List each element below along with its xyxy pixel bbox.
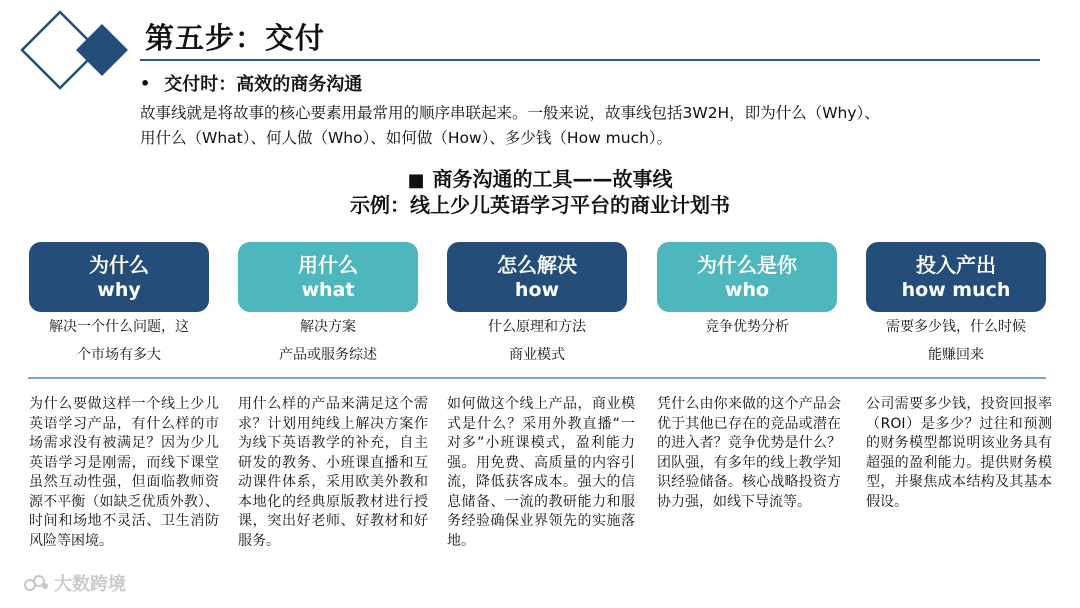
watermark-text: 大数跨境 (54, 574, 126, 595)
card-title-cn: 为什么是你 (697, 253, 797, 277)
card-desc-who (657, 313, 837, 341)
detail-how-much: 公司需要多少钱，投资回报率（ROI）是多少？过往和预测的财务模型都说明该业务具有超强的盈利能力。提供财务模型，并聚焦成本结构及其基本假设。 (866, 396, 1052, 510)
diamond-logo-icon (18, 8, 138, 92)
card-desc-line: 个市场有多大 (77, 347, 161, 363)
card-title-en: how much (901, 279, 1011, 301)
card-what (238, 242, 418, 312)
card-title-en: who (724, 279, 770, 301)
card-why (29, 242, 209, 312)
title-underline (140, 59, 1040, 61)
card-desc-line: 解决一个什么问题，这 (49, 319, 189, 335)
card-title-cn: 投入产出 (916, 253, 996, 277)
detail-what: 用什么样的产品来满足这个需求？计划用纯线上解决方案作为线下英语教学的补充，自主研发的教务、小班课直播和互动课件体系，采用欧美外教和本地化的经典原版教材进行授课，突出好老师、好教材和好服务。 (238, 396, 428, 549)
card-desc-how-much (866, 313, 1046, 369)
intro-line-2: 用什么（What）、何人做（Who）、如何做（How）、多少钱（How much）。 (140, 129, 673, 147)
card-title-en: why (97, 279, 141, 301)
watermark-logo-icon (24, 573, 50, 593)
subtitle: 交付时：高效的商务沟通 (164, 74, 363, 95)
example-heading: 示例：线上少儿英语学习平台的商业计划书 (350, 193, 730, 217)
card-desc-line: 什么原理和方法 (488, 319, 586, 335)
tool-heading (0, 166, 1080, 194)
detail-who: 凭什么由你来做的这个产品会优于其他已存在的竞品或潜在的进入者？竞争优势是什么？团队强，有多年的线上教学知识经验储备。核心战略投资方协力强，如线下导流等。 (657, 396, 841, 510)
card-how (447, 242, 627, 312)
square-bullet-icon: ■ (407, 170, 425, 191)
card-desc-what (238, 313, 418, 369)
subtitle-row (140, 70, 362, 96)
card-desc-line: 商业模式 (509, 347, 565, 363)
bullet-icon: • (140, 73, 151, 93)
intro-line-1: 故事线就是将故事的核心要素用最常用的顺序串联起来。一般来说，故事线包括3W2H，即为什么（Why）、 (140, 104, 880, 122)
card-desc-line: 解决方案 (300, 319, 356, 335)
card-title-en: what (301, 279, 355, 301)
card-desc-line: 产品或服务综述 (279, 347, 377, 363)
page-title: 第五步：交付 (145, 21, 326, 55)
card-desc-line: 竞争优势分析 (705, 319, 789, 335)
card-title-cn: 为什么 (89, 253, 149, 277)
card-desc-why (29, 313, 209, 369)
detail-how: 如何做这个线上产品，商业模式是什么？采用外教直播“一对多”小班课模式，盈利能力强。用免费、高质量的内容引流，降低获客成本。强大的信息储备、一流的教研能力和服务经验确保业界领先的实施落地。 (447, 396, 635, 549)
card-desc-line: 需要多少钱，什么时候 (886, 319, 1026, 335)
card-title-cn: 怎么解决 (497, 253, 577, 277)
card-title-cn: 用什么 (298, 253, 358, 277)
card-desc-how (447, 313, 627, 369)
card-desc-line: 能赚回来 (928, 347, 984, 363)
section-divider (28, 377, 1046, 379)
intro-paragraph (140, 101, 1030, 151)
card-how-much (866, 242, 1046, 312)
detail-why: 为什么要做这样一个线上少儿英语学习产品，有什么样的市场需求没有被满足？因为少儿英语学习是刚需，而线下课堂虽然互动性强，但面临教师资源不平衡（如缺乏优质外教）、时间和场地不灵活、卫生消防风险等困境。 (29, 396, 219, 549)
card-title-en: how (514, 279, 560, 301)
card-who (657, 242, 837, 312)
watermark (24, 570, 126, 596)
tool-heading-text: 商务沟通的工具——故事线 (432, 167, 673, 191)
